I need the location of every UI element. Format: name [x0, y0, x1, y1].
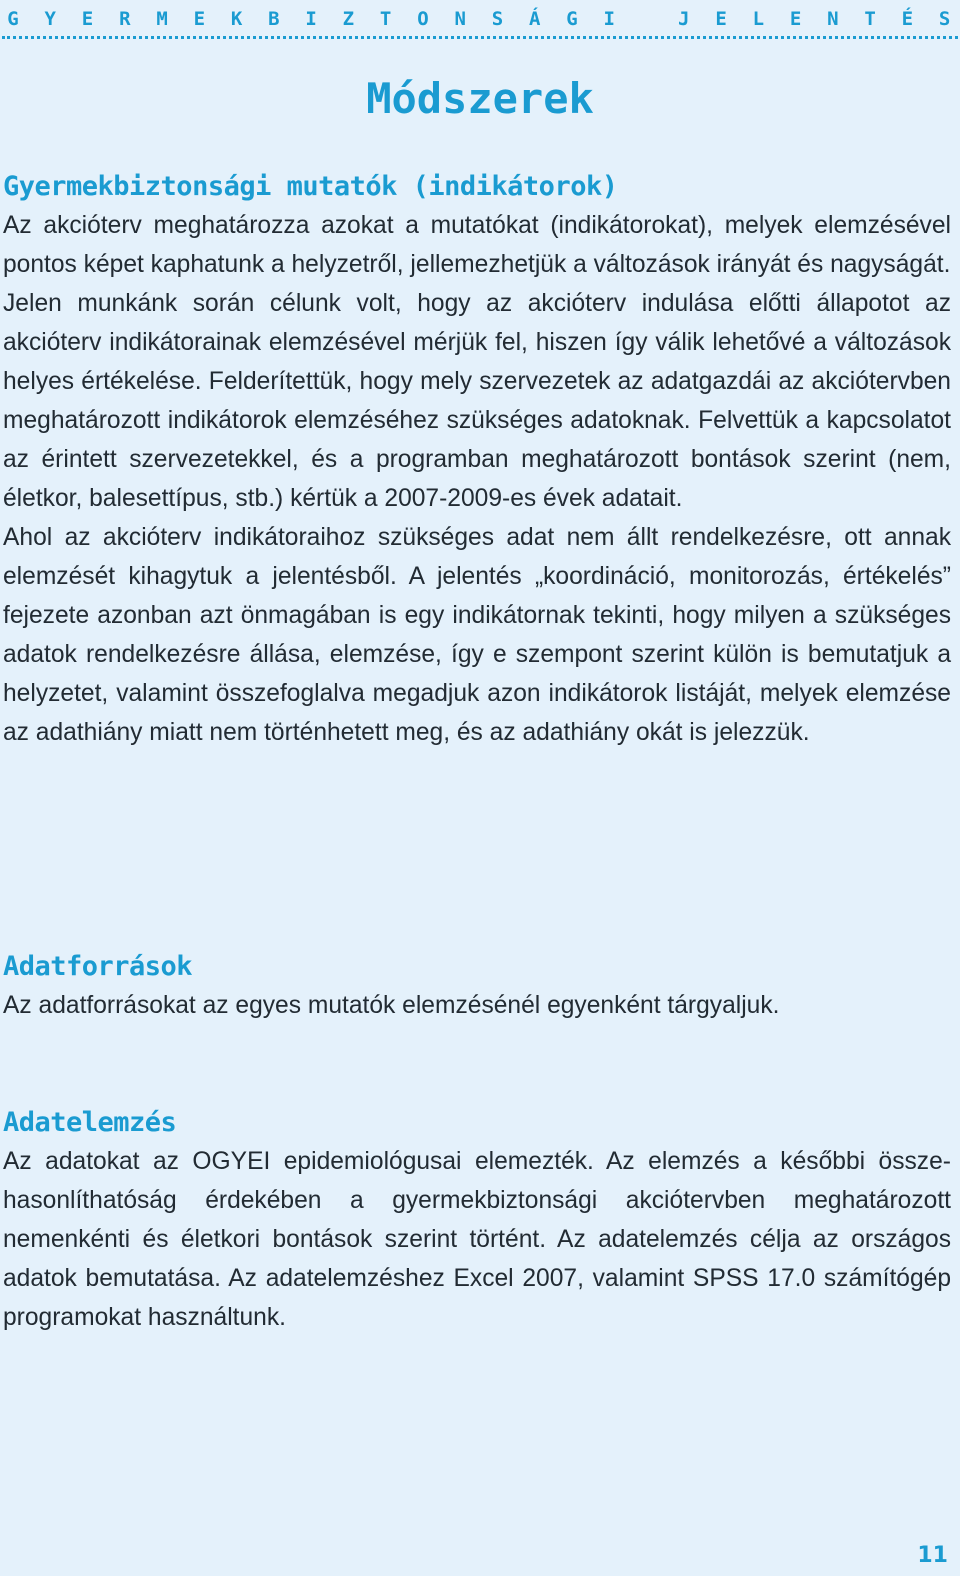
running-header-letter: M — [156, 8, 168, 30]
running-header-letter: I — [603, 8, 615, 30]
paragraph: Az adatokat az OGYEI epidemiológusai elemezték. Az elemzés a későbbi összehasonlíthatóság érdekében a gyermekbiztonsági akciótervben meghatározott nemenkénti és életkori bontások szerint történt. Az adatelemzés célja az országos adatok bemutatása. Az adatelemzéshez Excel 2007, valamint SPSS 17.0 számítógép programokat használtunk. — [3, 1148, 951, 1331]
running-header-letter: O — [417, 8, 429, 30]
running-header-letter: Á — [528, 8, 541, 30]
section-data-analysis — [3, 1104, 951, 1337]
paragraph: Az akcióterv meghatározza azokat a mutatókat (indikátorokat), melyek elemzésével pontos képet kaphatunk a helyzetről, jellemezhetjük a változások irányát és nagyságát. — [3, 212, 951, 278]
running-header-letter: B — [268, 8, 280, 30]
paragraph: Jelen munkánk során célunk volt, hogy az akcióterv indulása előtti állapotot az akcióterv indikátorainak elemzésével mérjük fel, hiszen így válik lehetővé a változások helyes értékelése. Felderítettük, hogy mely szervezetek az adatgazdái az akciótervben meghatározott indikátorok elemzéséhez szükséges adatoknak. Felvettük a kapcsolatot az érintett szervezetekkel, és a programban meghatározott bontások szerint (nem, életkor, balesettípus, stb.) kértük a 2007-2009-es évek adatait. — [3, 290, 951, 512]
section-heading: Adatforrások — [3, 951, 193, 982]
running-header-letter: J — [678, 8, 690, 30]
running-header-letter: E — [81, 8, 94, 30]
running-header-letter — [638, 4, 656, 34]
running-header-letter: S — [938, 8, 951, 30]
running-header-letter: K — [230, 8, 243, 30]
section-heading: Gyermekbiztonsági mutatók (indikátorok) — [3, 171, 618, 202]
paragraph: Az adatforrásokat az egyes mutatók elemzésénél egyenként tárgyaljuk. — [3, 992, 780, 1019]
page-number: 11 — [917, 1543, 948, 1568]
running-header-letter: G — [566, 8, 578, 30]
running-header-letter: S — [491, 8, 504, 30]
running-header-letter: G — [7, 8, 19, 30]
section-indicators — [3, 168, 951, 752]
running-header-letter: E — [789, 8, 802, 30]
running-header-letter: N — [454, 8, 466, 30]
header-dotted-rule — [2, 36, 958, 39]
running-header-letter: T — [864, 8, 876, 30]
paragraph: Ahol az akcióterv indikátoraihoz szükséges adat nem állt rendelkezésre, ott annak elemzését kihagytuk a jelentésből. A jelentés „koordináció, monitorozás, értékelés” fejezete azonban azt önmagában is egy indikátornak tekinti, hogy milyen a szükséges adatok rendelkezésre állása, elemzése, így e szempont szerint külön is bemutatjuk a helyzetet, valamint összefoglalva megadjuk azon indikátorok listáját, melyek elemzése az adathiány miatt nem történhetett meg, és az adathiány okát is jelezzük. — [3, 524, 951, 746]
running-header-text — [0, 4, 960, 34]
running-header-letter: L — [752, 8, 765, 30]
running-header-letter: É — [901, 8, 914, 30]
section-data-sources — [3, 948, 951, 1025]
running-header-letter: Y — [44, 8, 56, 30]
running-header-letter: N — [827, 8, 839, 30]
running-header-letter: I — [305, 8, 317, 30]
running-header-letter: Z — [342, 8, 355, 30]
running-header-letter: R — [119, 8, 131, 30]
running-header — [0, 4, 960, 40]
page-title: Módszerek — [366, 74, 594, 123]
running-header-letter: E — [193, 8, 206, 30]
running-header-letter: T — [379, 8, 392, 30]
section-heading: Adatelemzés — [3, 1107, 177, 1138]
running-header-letter: E — [715, 8, 727, 30]
